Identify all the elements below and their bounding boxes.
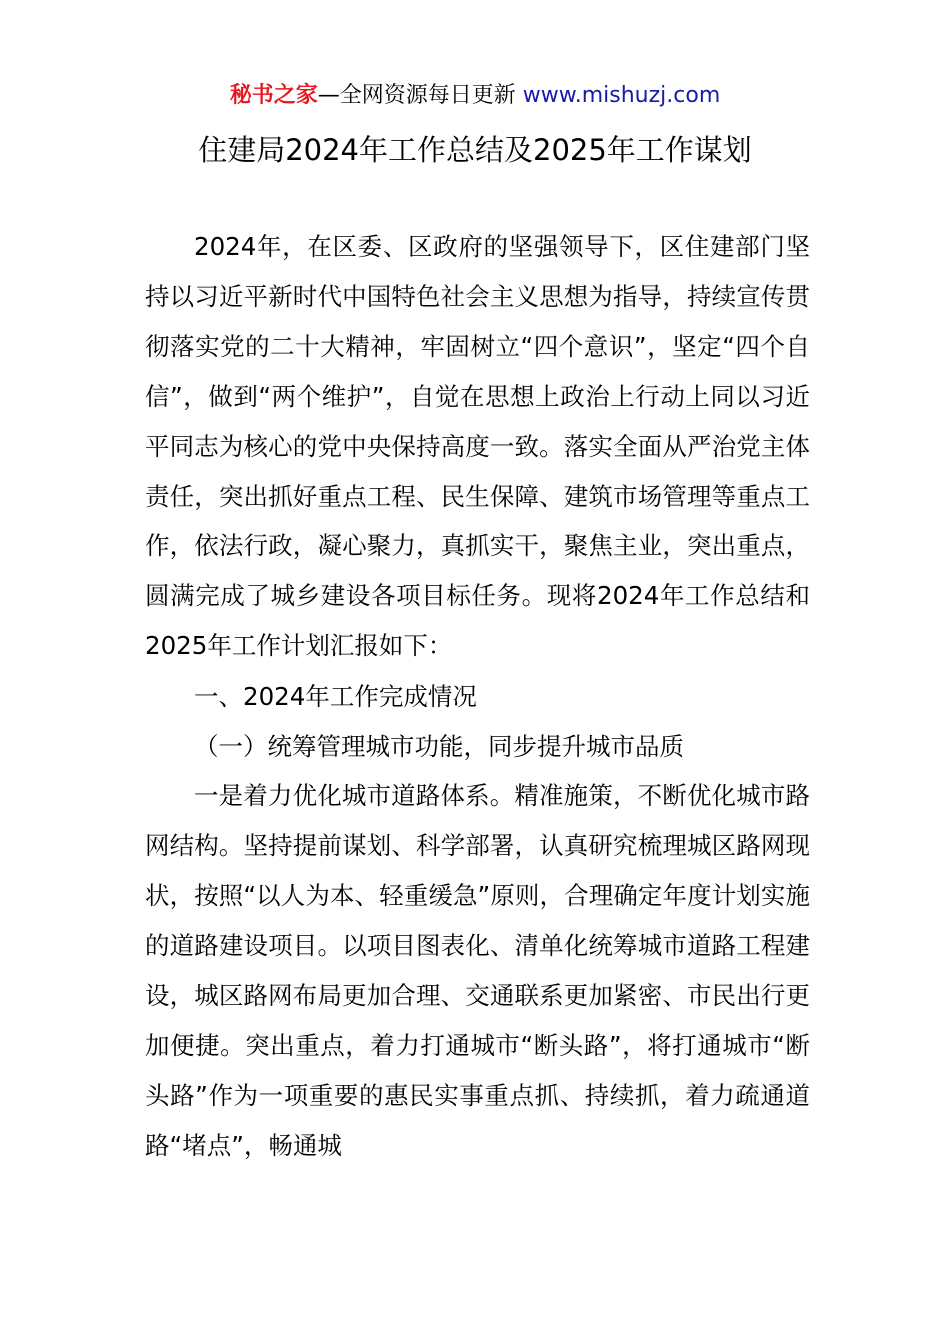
- site-slogan: —全网资源每日更新: [317, 83, 523, 108]
- section-heading: 一、2024年工作完成情况: [194, 682, 477, 712]
- intro-paragraph: 2024年，在区委、区政府的坚强领导下，区住建部门坚持以习近平新时代中国特色社会主义思想为指导，持续宣传贯彻落实党的二十大精神，牢固树立“四个意识”，坚定“四个自信”，做到“两个维护”，自觉在思想上政治上行动上同以习近平同志为核心的党中央保持高度一致。落实全面从严治党主体责任，突出抓好重点工程、民生保障、建筑市场管理等重点工作，依法行政，凝心聚力，真抓实干，聚焦主业，突出重点，圆满完成了城乡建设各项目标任务。现将2024年工作总结和2025年工作计划汇报如下：: [145, 232, 810, 661]
- subsection-heading: （一）统筹管理城市功能，同步提升城市品质: [194, 732, 684, 762]
- site-brand: 秘书之家: [229, 83, 318, 108]
- site-url[interactable]: www.mishuzj.com: [522, 83, 721, 108]
- document-body: [145, 222, 810, 1170]
- document-title: 住建局2024年工作总结及2025年工作谋划: [198, 133, 752, 167]
- body-paragraph: 一是着力优化城市道路体系。精准施策，不断优化城市路网结构。坚持提前谋划、科学部署，认真研究梳理城区路网现状，按照“以人为本、轻重缓急”原则，合理确定年度计划实施的道路建设项目。以项目图表化、清单化统筹城市道路工程建设，城区路网布局更加合理、交通联系更加紧密、市民出行更加便捷。突出重点，着力打通城市“断头路”，将打通城市“断头路”作为一项重要的惠民实事重点抓、持续抓，着力疏通道路“堵点”，畅通城: [145, 781, 810, 1160]
- site-header: [0, 80, 950, 112]
